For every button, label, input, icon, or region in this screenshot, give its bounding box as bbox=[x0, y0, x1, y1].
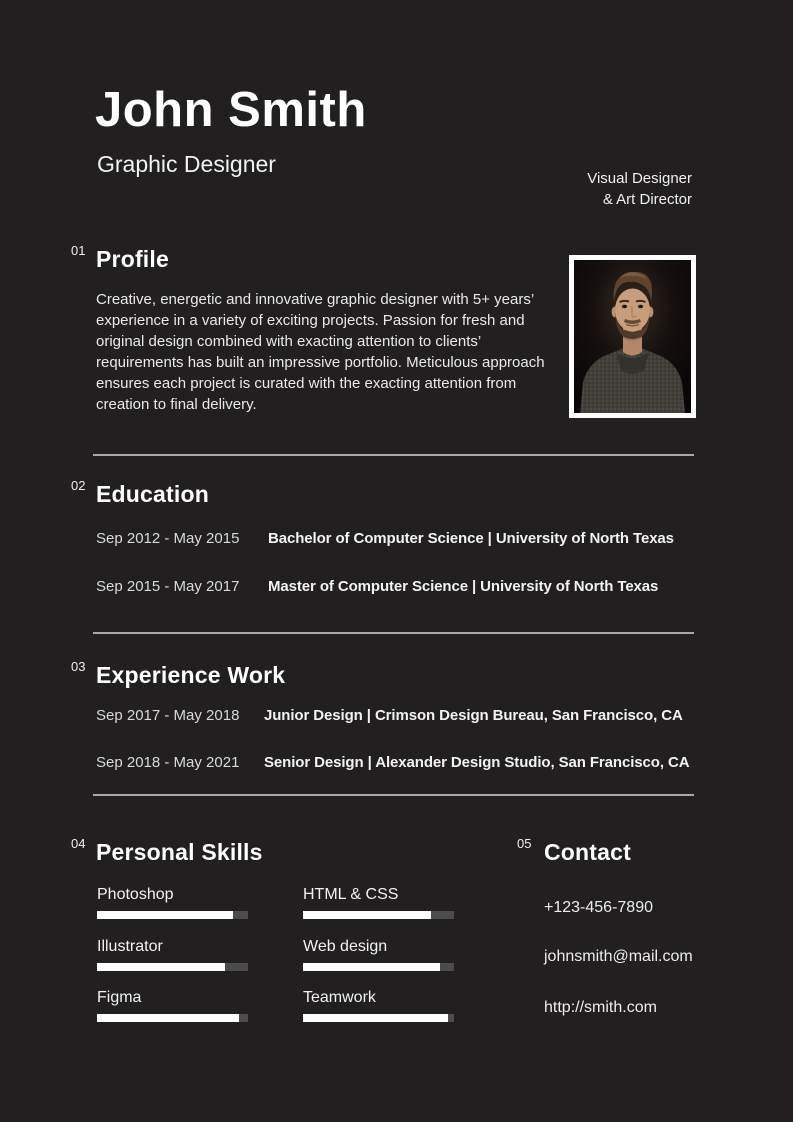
profile-text: Creative, energetic and innovative graphic designer with 5+ years’ experience in a variety of exciting projects. Passion for fresh and original design combined with exacting attention to clients’ requirements has built an impressive portfolio. Meticulous approach ensures each project is curated with the exacting attention from creation to final delivery. bbox=[96, 291, 545, 413]
section-heading-skills: Personal Skills bbox=[96, 839, 263, 865]
contact-website: http://smith.com bbox=[544, 999, 657, 1016]
skill-bar-fill bbox=[303, 911, 431, 919]
section-heading-profile: Profile bbox=[96, 246, 169, 272]
contact-phone: +123-456-7890 bbox=[544, 899, 653, 916]
experience-description: Junior Design | Crimson Design Bureau, San Francisco, CA bbox=[264, 707, 683, 724]
skill-bar-fill bbox=[97, 963, 225, 971]
skill-item bbox=[303, 886, 454, 919]
section-number-profile: 01 bbox=[71, 243, 86, 258]
education-description: Bachelor of Computer Science | University of North Texas bbox=[268, 530, 674, 547]
job-title: Graphic Designer bbox=[97, 151, 276, 177]
section-heading-contact: Contact bbox=[544, 839, 632, 865]
skill-label: Photoshop bbox=[97, 886, 174, 903]
portrait-photo bbox=[569, 255, 696, 418]
skill-label: Illustrator bbox=[97, 938, 163, 955]
section-number-contact: 05 bbox=[517, 836, 532, 851]
skill-item bbox=[97, 989, 248, 1022]
skill-bar-fill bbox=[97, 1014, 239, 1022]
skill-bar bbox=[303, 911, 454, 919]
experience-dates: Sep 2017 - May 2018 bbox=[96, 707, 240, 724]
skill-item bbox=[303, 938, 454, 971]
skill-item bbox=[303, 989, 454, 1022]
tagline-line-1: Visual Designer bbox=[587, 170, 692, 187]
contact-email: johnsmith@mail.com bbox=[544, 948, 693, 965]
portrait-illustration bbox=[574, 260, 691, 413]
skill-label: Figma bbox=[97, 989, 142, 1006]
divider bbox=[93, 454, 694, 456]
skill-bar bbox=[97, 1014, 248, 1022]
skill-bar bbox=[97, 963, 248, 971]
divider bbox=[93, 632, 694, 634]
education-dates: Sep 2012 - May 2015 bbox=[96, 530, 240, 547]
skill-bar bbox=[303, 1014, 454, 1022]
skill-bar-fill bbox=[303, 1014, 448, 1022]
tagline bbox=[442, 168, 692, 210]
skill-bar-fill bbox=[97, 911, 233, 919]
skill-bar bbox=[97, 911, 248, 919]
skill-bar bbox=[303, 963, 454, 971]
experience-description: Senior Design | Alexander Design Studio, San Francisco, CA bbox=[264, 754, 690, 771]
skill-item bbox=[97, 886, 248, 919]
education-description: Master of Computer Science | University of North Texas bbox=[268, 578, 659, 595]
divider bbox=[93, 794, 694, 796]
skill-label: Web design bbox=[303, 938, 388, 955]
tagline-line-2: & Art Director bbox=[602, 191, 692, 208]
section-heading-experience: Experience Work bbox=[96, 662, 286, 688]
section-number-education: 02 bbox=[71, 478, 86, 493]
section-number-skills: 04 bbox=[71, 836, 86, 851]
section-number-experience: 03 bbox=[71, 659, 86, 674]
experience-dates: Sep 2018 - May 2021 bbox=[96, 754, 240, 771]
section-heading-education: Education bbox=[96, 481, 209, 507]
skill-label: HTML & CSS bbox=[303, 886, 399, 903]
person-name: John Smith bbox=[95, 83, 367, 137]
skill-label: Teamwork bbox=[303, 989, 376, 1006]
skill-bar-fill bbox=[303, 963, 440, 971]
education-dates: Sep 2015 - May 2017 bbox=[96, 578, 240, 595]
skill-item bbox=[97, 938, 248, 971]
